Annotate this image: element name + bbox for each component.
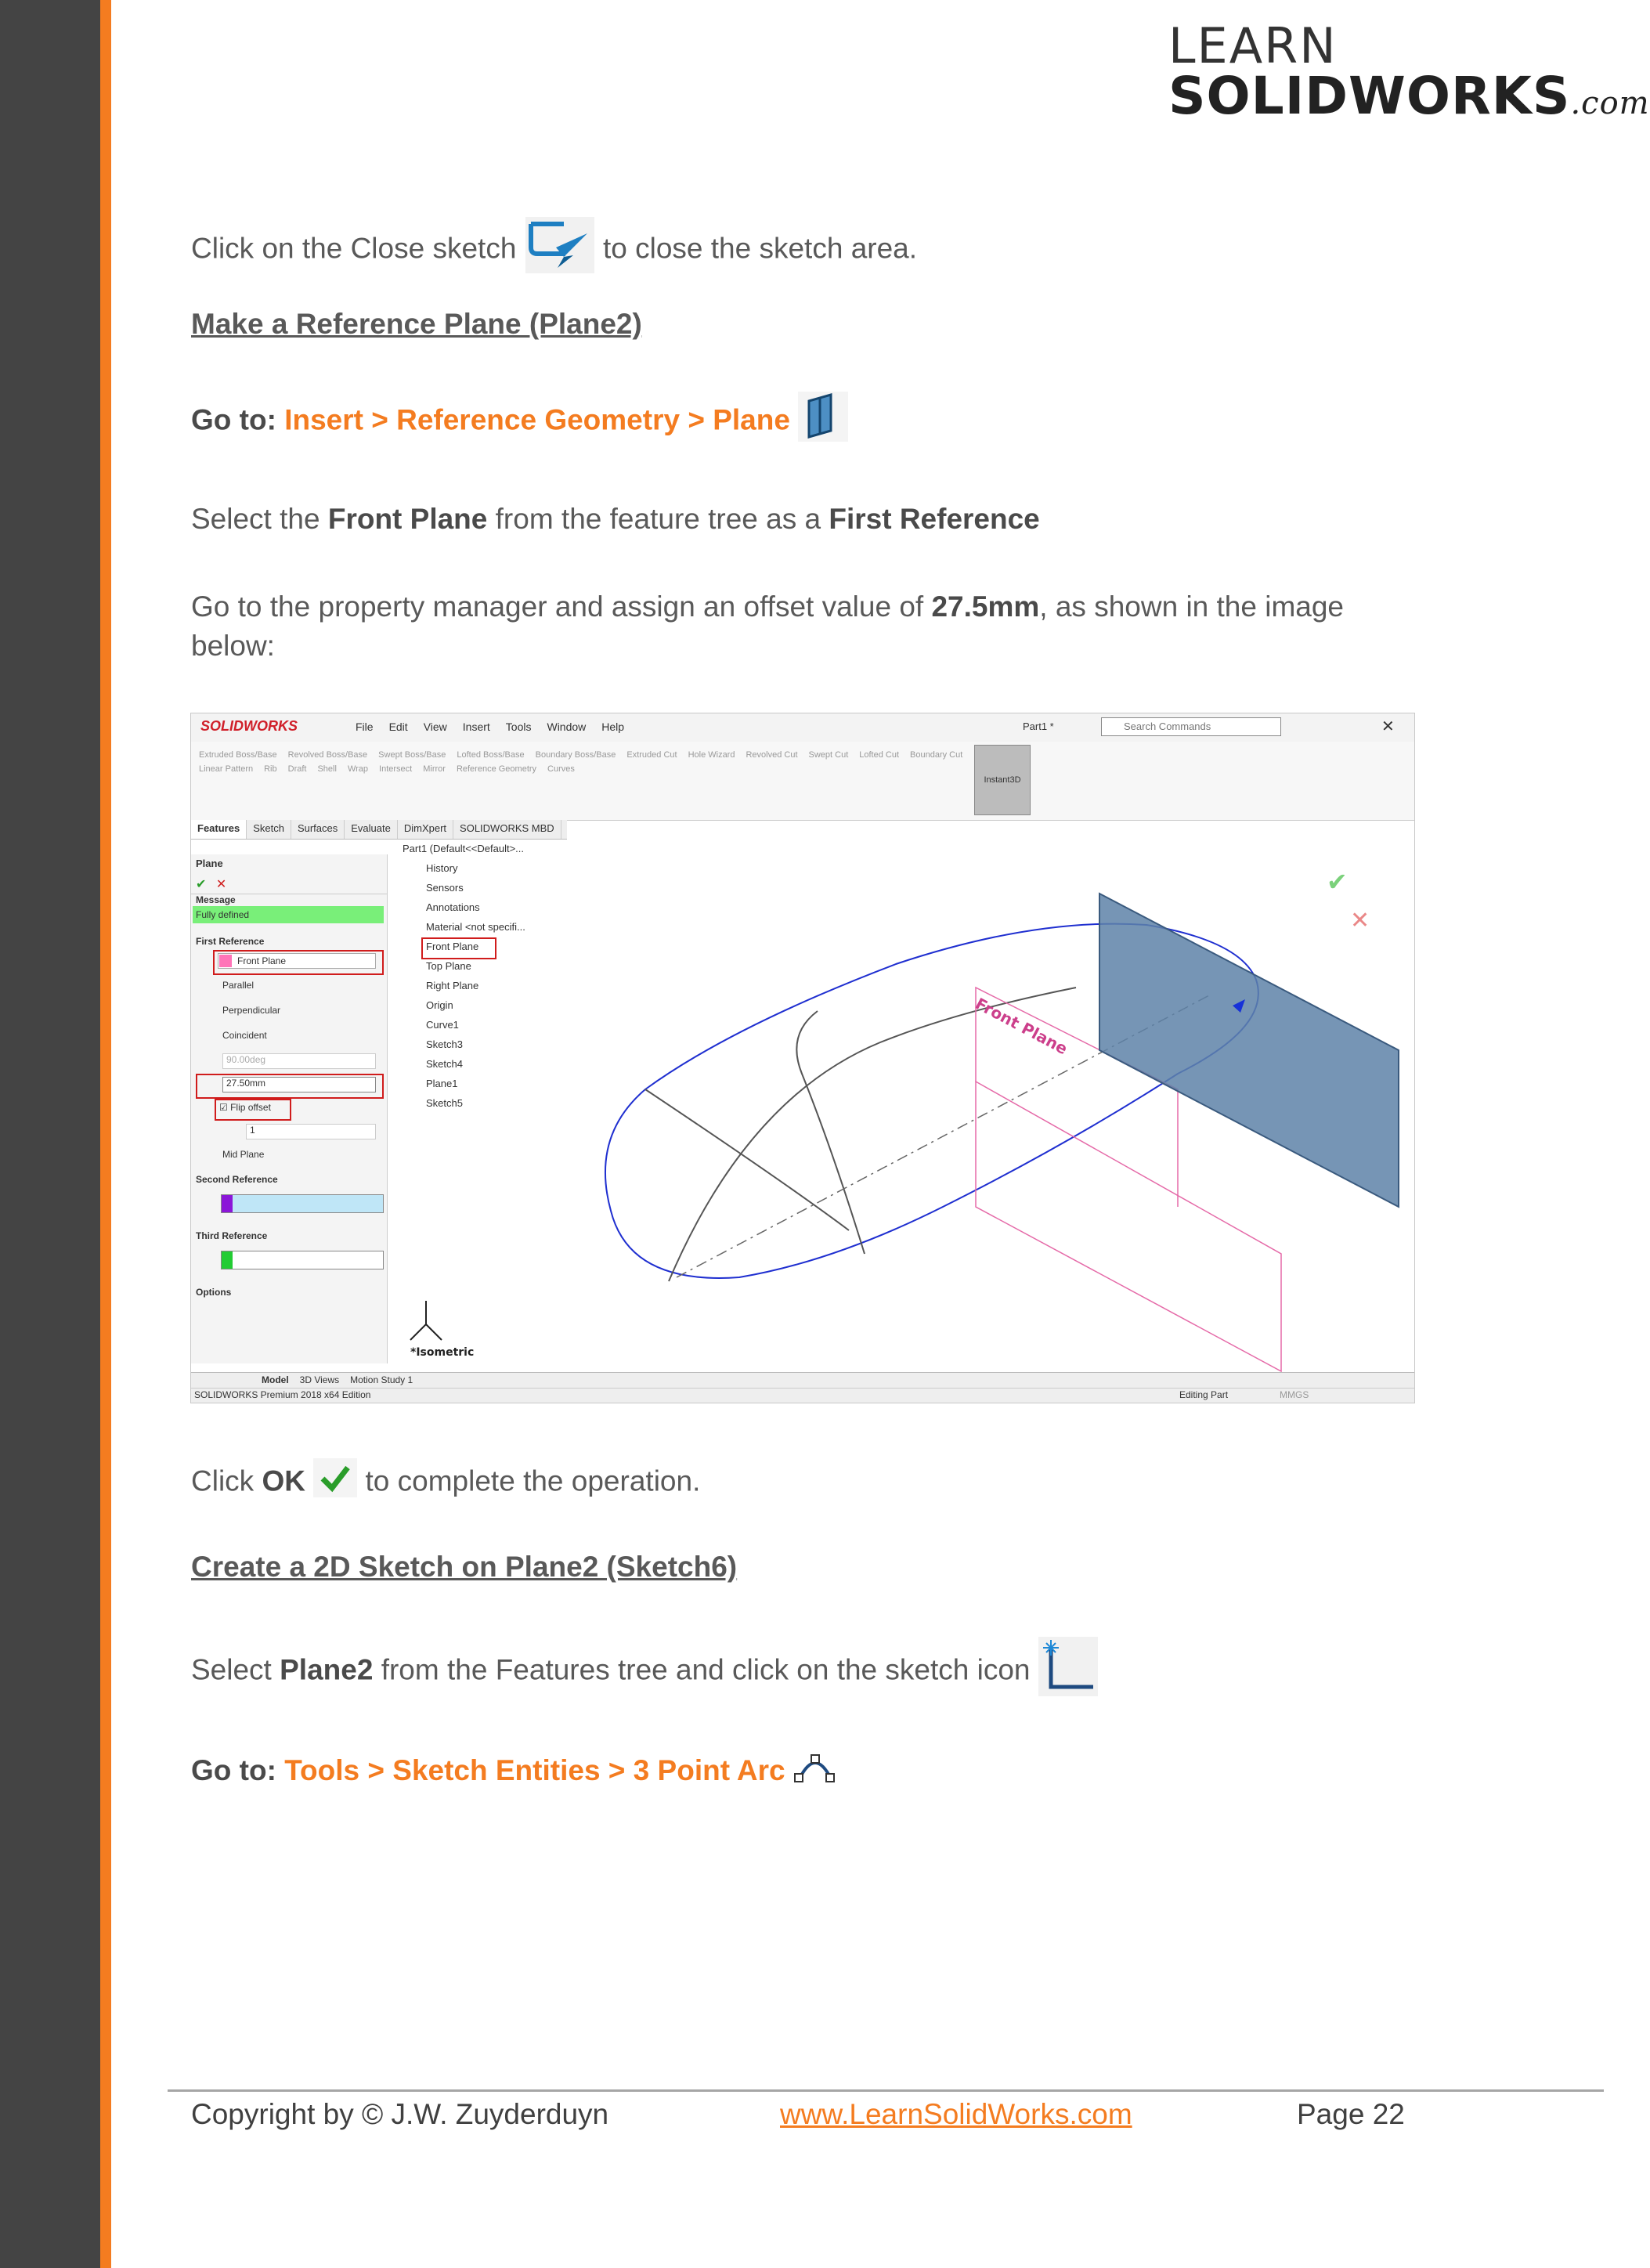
footer-website-link[interactable]: www.LearnSolidWorks.com [780, 2098, 1132, 2130]
status-edition: SOLIDWORKS Premium 2018 x64 Edition [194, 1389, 371, 1400]
menu-insert[interactable]: Insert [462, 720, 490, 733]
tab-surfaces[interactable]: Surfaces [291, 820, 345, 839]
tree-part1[interactable]: Part1 (Default<<Default>... [403, 843, 525, 854]
view-orientation-label: *Isometric [410, 1346, 475, 1359]
click-ok-text: Click OK to complete the operation. [191, 1458, 700, 1508]
confirm-check-icon[interactable]: ✔ [1327, 868, 1348, 896]
tree-top-plane[interactable]: Top Plane [426, 960, 471, 972]
pm-ref-color-swatch [219, 955, 232, 967]
ribbon-mirror[interactable]: Mirror [423, 764, 446, 774]
goto-three-point-arc: Go to: Tools > Sketch Entities > 3 Point Arc [191, 1751, 837, 1793]
pm-third-reference-field[interactable] [221, 1251, 384, 1269]
ribbon-hole-wizard[interactable]: Hole Wizard [688, 750, 735, 760]
menu-view[interactable]: View [423, 720, 447, 733]
menu-file[interactable]: File [356, 720, 374, 733]
ribbon-lofted-boss[interactable]: Lofted Boss/Base [457, 750, 525, 760]
sw-logo: SOLIDWORKS [200, 718, 298, 734]
front-plane-label: Front Plane [972, 994, 1071, 1059]
tab-evaluate[interactable]: Evaluate [345, 820, 398, 839]
triad-icon [410, 1301, 442, 1340]
learn-solidworks-logo: LEARN SOLIDWORKS.com [1168, 17, 1650, 126]
pm-third-reference-header[interactable]: Third Reference [196, 1230, 268, 1241]
plane-icon [798, 392, 848, 452]
heading-make-reference-plane: Make a Reference Plane (Plane2) [191, 308, 642, 340]
ribbon-reference-geometry[interactable]: Reference Geometry [456, 764, 537, 774]
close-sketch-icon [525, 216, 595, 284]
pm-first-reference-header[interactable]: First Reference [196, 936, 265, 947]
ribbon-revolved-boss[interactable]: Revolved Boss/Base [287, 750, 368, 760]
bottom-tabs [262, 1374, 413, 1385]
offset-value-text: Go to the property manager and assign an offset value of 27.5mm, as shown in the image below: [191, 590, 1345, 662]
bottom-tab-3d-views[interactable]: 3D Views [299, 1374, 340, 1385]
ribbon-revolved-cut[interactable]: Revolved Cut [746, 750, 798, 760]
tree-sketch4[interactable]: Sketch4 [426, 1058, 463, 1070]
pm-title: Plane [196, 858, 223, 869]
pm-ok-cancel [196, 876, 226, 892]
pm-option-perpendicular[interactable]: Perpendicular [222, 1005, 281, 1016]
tree-origin[interactable]: Origin [426, 999, 453, 1011]
footer-rule [168, 2089, 1604, 2092]
menu-edit[interactable]: Edit [388, 720, 408, 733]
status-bar [191, 1388, 1414, 1403]
pm-mid-plane[interactable]: Mid Plane [222, 1149, 265, 1160]
pm-message-header[interactable]: Message [191, 894, 387, 905]
ribbon-swept-boss[interactable]: Swept Boss/Base [378, 750, 446, 760]
ribbon-rib[interactable]: Rib [264, 764, 277, 774]
status-units[interactable]: MMGS [1280, 1389, 1309, 1400]
ribbon-linear-pattern[interactable]: Linear Pattern [199, 764, 254, 774]
tree-sensors[interactable]: Sensors [426, 882, 464, 894]
menu-help[interactable]: Help [601, 720, 625, 733]
pm-offset-field[interactable]: 27.50mm [222, 1077, 376, 1092]
pm-message: Fully defined [193, 906, 384, 923]
goto-insert-plane: Go to: Insert > Reference Geometry > Plane [191, 392, 848, 452]
pm-flip-offset-checkbox[interactable]: ☑ Flip offset [219, 1102, 271, 1113]
sw-doc-title: Part1 * [1023, 720, 1054, 732]
ribbon-wrap[interactable]: Wrap [347, 764, 369, 774]
tree-right-plane[interactable]: Right Plane [426, 980, 479, 991]
sw-search-input[interactable]: Search Commands [1101, 717, 1281, 736]
ribbon-lofted-cut[interactable]: Lofted Cut [859, 750, 900, 760]
tree-history[interactable]: History [426, 862, 458, 874]
property-manager [191, 854, 388, 1363]
ribbon-intersect[interactable]: Intersect [379, 764, 413, 774]
footer-copyright: Copyright by © J.W. Zuyderduyn [191, 2098, 609, 2130]
sw-menubar [191, 713, 1414, 742]
pm-options-header[interactable]: Options [196, 1287, 232, 1298]
footer-page-number: Page 22 [1297, 2098, 1405, 2130]
ribbon-extruded-boss[interactable]: Extruded Boss/Base [199, 750, 277, 760]
solidworks-screenshot [190, 713, 1415, 1403]
sketch-icon [1038, 1637, 1098, 1706]
menu-window[interactable]: Window [547, 720, 587, 733]
tab-sketch[interactable]: Sketch [247, 820, 291, 839]
tree-annotations[interactable]: Annotations [426, 901, 480, 913]
sw-command-tabs [191, 820, 567, 840]
ribbon-commands [199, 749, 1029, 775]
ribbon-draft[interactable]: Draft [287, 764, 307, 774]
heading-create-2d-sketch: Create a 2D Sketch on Plane2 (Sketch6) [191, 1551, 738, 1583]
plane2-preview[interactable] [1099, 894, 1399, 1207]
ribbon-curves[interactable]: Curves [547, 764, 575, 774]
tree-front-plane[interactable]: Front Plane [426, 941, 479, 952]
ribbon-swept-cut[interactable]: Swept Cut [808, 750, 849, 760]
tree-material[interactable]: Material <not specifi... [426, 921, 525, 933]
tree-sketch5[interactable]: Sketch5 [426, 1097, 463, 1109]
ok-check-icon [313, 1458, 357, 1508]
sw-menu [356, 720, 624, 733]
page-left-band [0, 0, 100, 2268]
model-curve-c[interactable] [645, 1089, 849, 1230]
pm-cancel-icon[interactable]: ✕ [215, 878, 227, 891]
select-plane2-text: Select Plane2 from the Features tree and click on the sketch icon [191, 1637, 1098, 1706]
ribbon-shell[interactable]: Shell [317, 764, 337, 774]
three-point-arc-icon [793, 1752, 837, 1793]
tree-sketch3[interactable]: Sketch3 [426, 1038, 463, 1050]
tree-curve1[interactable]: Curve1 [426, 1019, 459, 1031]
pm-option-coincident[interactable]: Coincident [222, 1030, 267, 1041]
sw-bottom-bar [191, 1372, 1414, 1403]
pm-second-reference-header[interactable]: Second Reference [196, 1174, 278, 1185]
ribbon-extruded-cut[interactable]: Extruded Cut [626, 750, 677, 760]
pm-option-parallel[interactable]: Parallel [222, 980, 255, 991]
tab-features[interactable]: Features [191, 820, 247, 839]
pm-instance-count[interactable]: 1 [246, 1124, 376, 1139]
menu-tools[interactable]: Tools [505, 720, 532, 733]
graphics-viewport[interactable] [395, 839, 1414, 1371]
pm-ok-icon[interactable]: ✔ [196, 878, 207, 891]
ribbon-boundary-cut[interactable]: Boundary Cut [910, 750, 963, 760]
bottom-tab-model[interactable]: Model [262, 1374, 289, 1385]
tab-dimxpert[interactable]: DimXpert [398, 820, 453, 839]
plane1-preview-outline [976, 1082, 1281, 1371]
sw-ribbon [191, 742, 1414, 821]
ribbon-instant3d[interactable]: Instant3D [974, 745, 1031, 815]
tree-plane1[interactable]: Plane1 [426, 1078, 458, 1089]
pm-first-reference-field[interactable]: Front Plane [218, 953, 376, 969]
close-sketch-instruction: Click on the Close sketch to close the sketch area. [191, 216, 917, 284]
status-mode: Editing Part [1179, 1389, 1229, 1400]
tab-mbd[interactable]: SOLIDWORKS MBD [453, 820, 561, 839]
select-front-plane-text: Select the Front Plane from the feature tree as a First Reference [191, 503, 1040, 535]
ribbon-boundary-boss[interactable]: Boundary Boss/Base [535, 750, 616, 760]
cancel-corner-icon[interactable]: ✕ [1350, 908, 1370, 934]
page-orange-stripe [100, 0, 111, 2268]
close-window-icon[interactable]: ✕ [1381, 718, 1395, 735]
pm-angle-field[interactable]: 90.00deg [222, 1053, 376, 1069]
pm-second-reference-field[interactable] [221, 1194, 384, 1213]
bottom-tab-motion[interactable]: Motion Study 1 [350, 1374, 413, 1385]
